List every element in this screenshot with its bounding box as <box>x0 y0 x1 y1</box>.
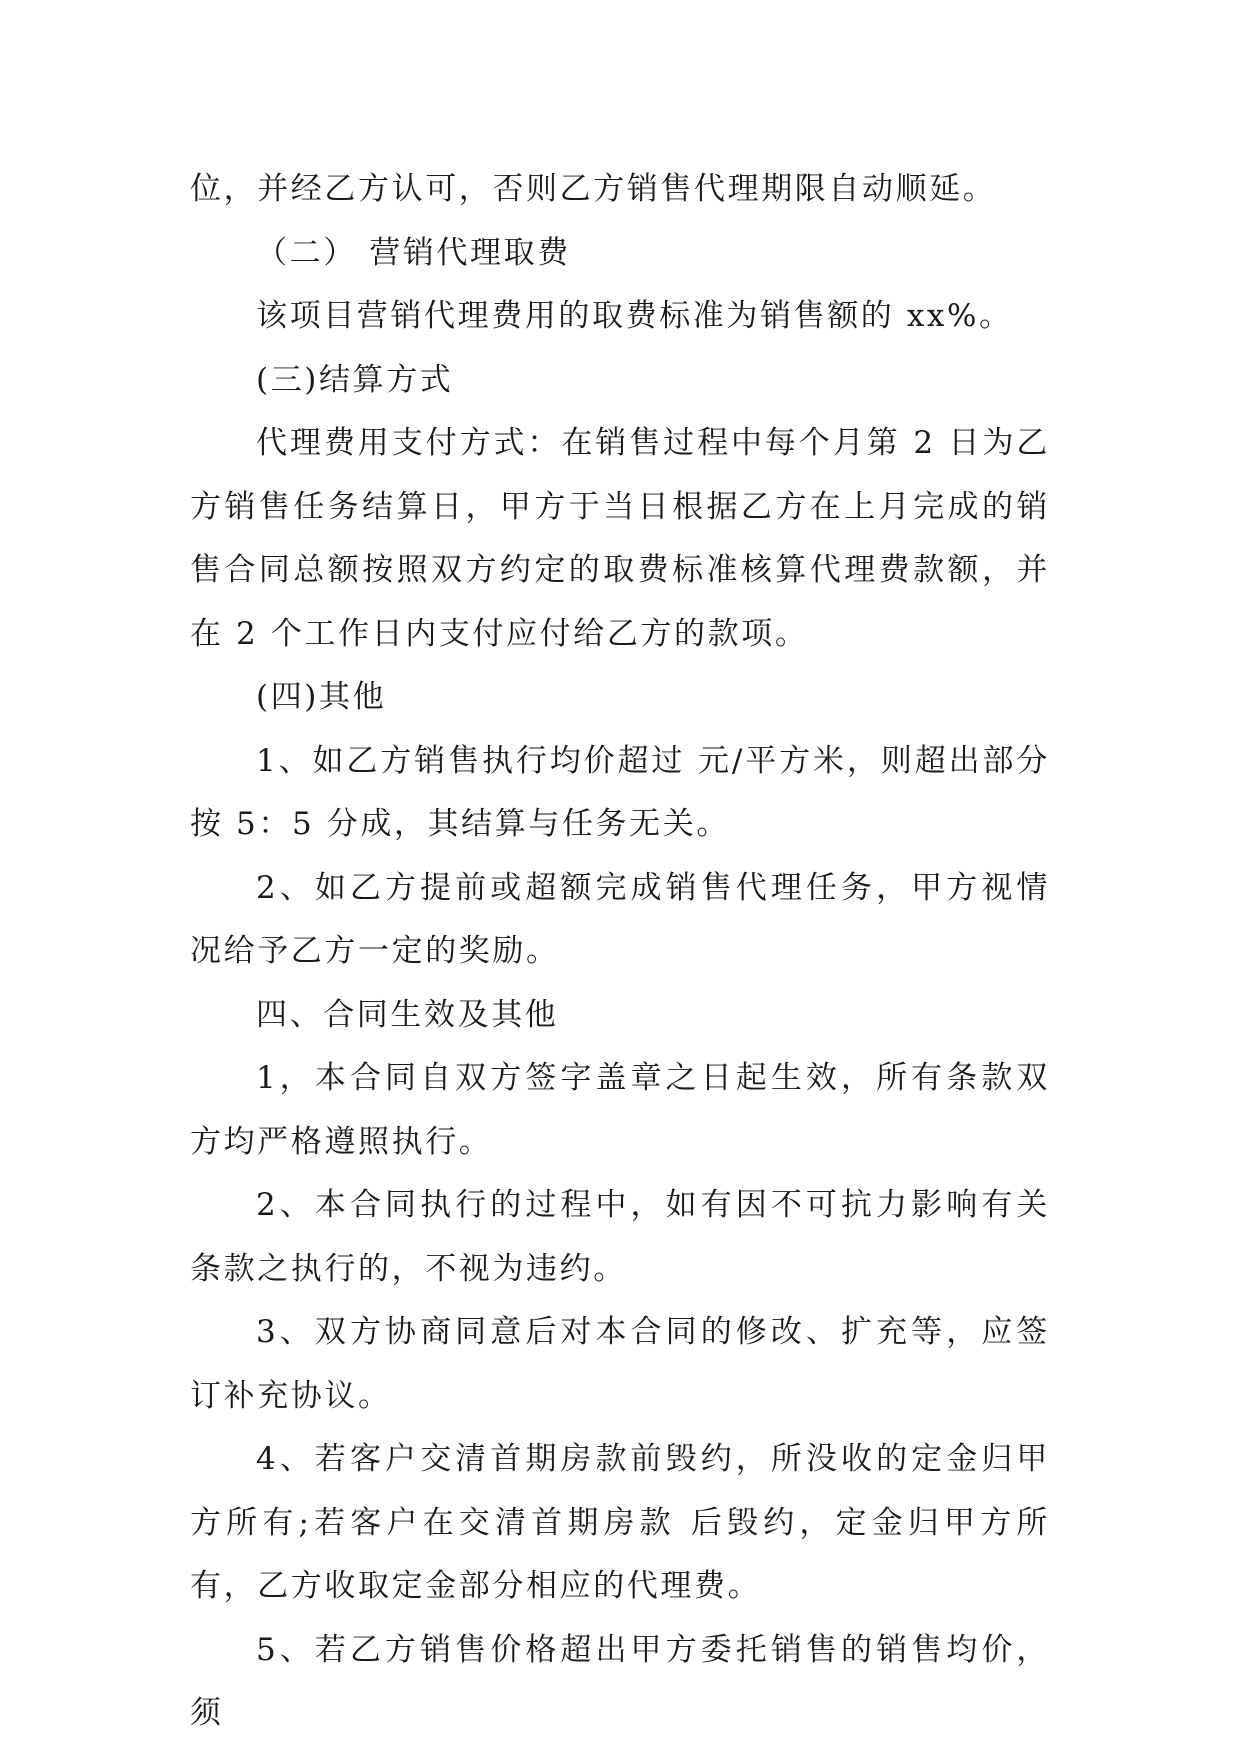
paragraph: 5、若乙方销售价格超出甲方委托销售的销售均价，须 <box>190 1631 1050 1731</box>
paragraph: 4、若客户交清首期房款前毁约，所没收的定金归甲方所有;若客户在交清首期房款 后毁约，定金归甲方所有，乙方收取定金部分相应的代理费。 <box>190 1441 1050 1604</box>
section-heading: (三)结算方式 <box>256 361 454 398</box>
paragraph: 位，并经乙方认可，否则乙方销售代理期限自动顺延。 <box>190 171 997 207</box>
section-heading: 四、合同生效及其他 <box>256 996 559 1033</box>
paragraph: 2、如乙方提前或超额完成销售代理任务，甲方视情况给予乙方一定的奖励。 <box>190 869 1050 969</box>
paragraph: 1、如乙方销售执行均价超过 元/平方米，则超出部分按 5：5 分成，其结算与任务无关。 <box>190 742 1050 842</box>
paragraph: 1，本合同自双方签字盖章之日起生效，所有条款双方均严格遵照执行。 <box>190 1060 1050 1160</box>
paragraph: 该项目营销代理费用的取费标准为销售额的 xx%。 <box>256 298 1013 334</box>
paragraph: 3、双方协商同意后对本合同的修改、扩充等，应签订补充协议。 <box>190 1314 1050 1414</box>
paragraph: 代理费用支付方式：在销售过程中每个月第 2 日为乙方销售任务结算日，甲方于当日根据乙方在上月完成的销售合同总额按照双方约定的取费标准核算代理费款额，并在 2 个工作日内支付应付给乙方的款项。 <box>190 425 1050 652</box>
document-body <box>190 158 1050 1746</box>
paragraph: 2、本合同执行的过程中，如有因不可抗力影响有关条款之执行的，不视为违约。 <box>190 1187 1050 1287</box>
section-heading: （二） 营销代理取费 <box>256 234 571 271</box>
section-heading: (四)其他 <box>256 679 387 715</box>
